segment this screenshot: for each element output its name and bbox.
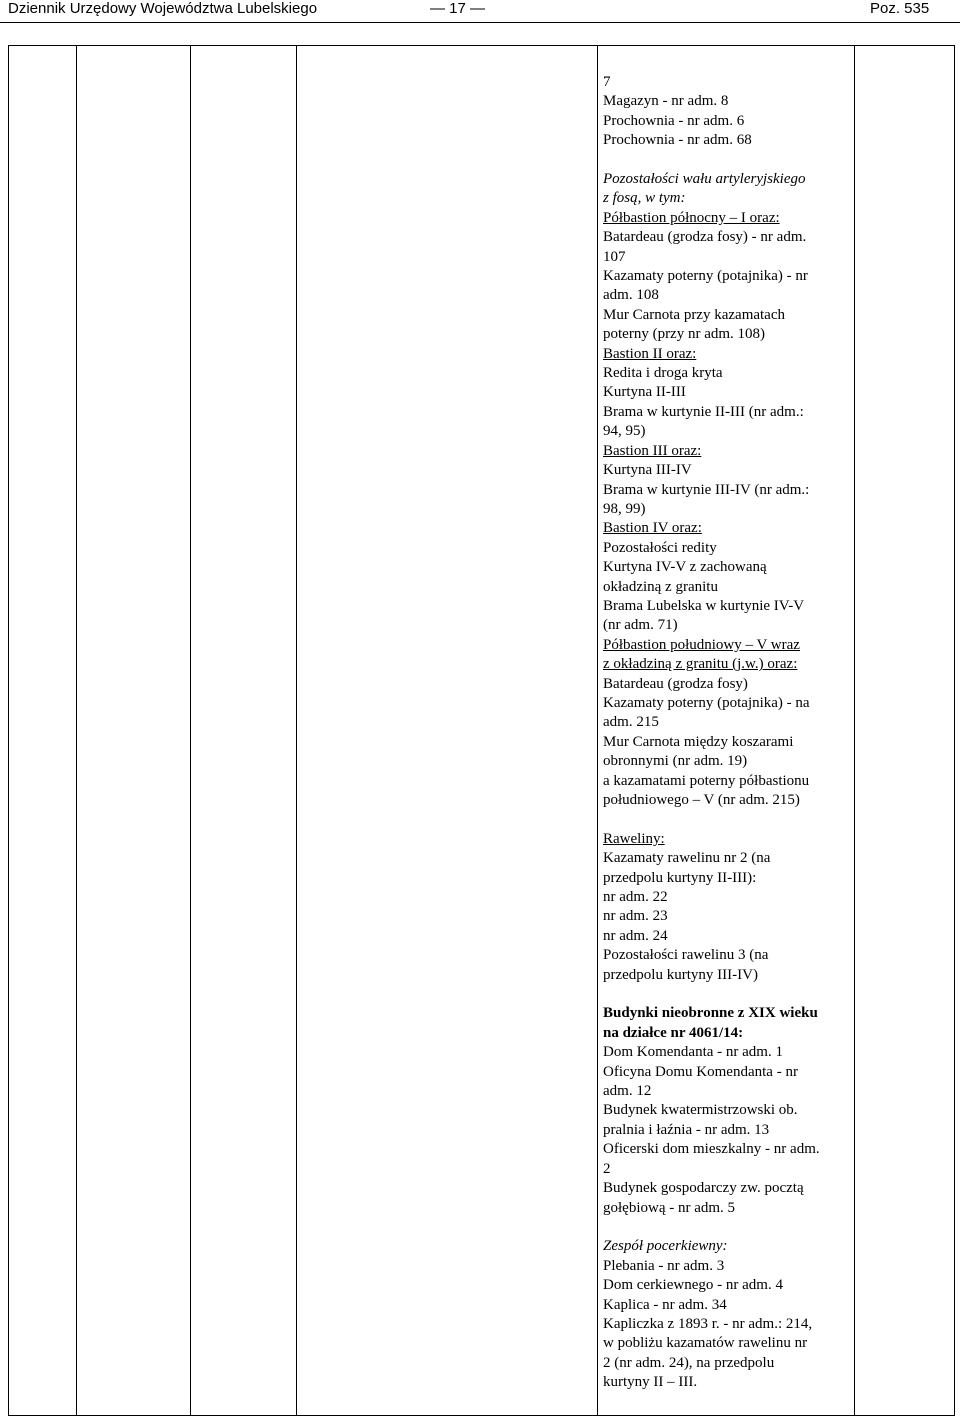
spacer bbox=[603, 985, 850, 1004]
list-item: Plebania - nr adm. 3 bbox=[603, 1257, 725, 1274]
list-item: z okładziną z granitu (j.w.) oraz: bbox=[603, 656, 798, 673]
journal-title: Dziennik Urzędowy Województwa Lubelskiego bbox=[8, 0, 318, 17]
list-item: Oficyna Domu Komendanta - nr bbox=[603, 1063, 798, 1080]
list-item: Kazamaty poterny (potajnika) - na bbox=[603, 694, 810, 711]
list-item: w pobliżu kazamatów rawelinu nr bbox=[603, 1335, 808, 1352]
list-item: 98, 99) bbox=[603, 500, 646, 517]
list-item: południowego – V (nr adm. 215) bbox=[603, 792, 800, 809]
list-item: Budynki nieobronne z XIX wieku bbox=[603, 1005, 818, 1022]
list-item: obronnymi (nr adm. 19) bbox=[603, 753, 748, 770]
list-item: okładziną z granitu bbox=[603, 578, 718, 595]
list-item: przedpolu kurtyny II-III): bbox=[603, 869, 757, 886]
list-item: Półbastion południowy – V wraz bbox=[603, 636, 800, 653]
list-item: 2 bbox=[603, 1160, 611, 1177]
list-item: a kazamatami poterny półbastionu bbox=[603, 772, 810, 789]
spacer bbox=[603, 151, 850, 170]
list-item: Kazamaty poterny (potajnika) - nr bbox=[603, 268, 808, 285]
table-cell-col4 bbox=[297, 46, 598, 1416]
table-cell-col1 bbox=[9, 46, 77, 1416]
list-item: z fosą, w tym: bbox=[603, 190, 686, 207]
list-item: Kurtyna II-III bbox=[603, 384, 686, 401]
list-item: nr adm. 24 bbox=[603, 927, 668, 944]
list-item: Budynek kwatermistrzowski ob. bbox=[603, 1102, 798, 1119]
list-item: 107 bbox=[603, 248, 626, 265]
list-item: przedpolu kurtyny III-IV) bbox=[603, 966, 758, 983]
list-item: Półbastion północny – I oraz: bbox=[603, 209, 780, 226]
list-item: Kaplica - nr adm. 34 bbox=[603, 1296, 727, 1313]
list-item: poterny (przy nr adm. 108) bbox=[603, 326, 766, 343]
list-item: 2 (nr adm. 24), na przedpolu bbox=[603, 1354, 775, 1371]
list-item: Magazyn - nr adm. 8 bbox=[603, 93, 729, 110]
spacer bbox=[603, 1218, 850, 1237]
list-item: Pozostałości wału artyleryjskiego bbox=[603, 171, 806, 188]
list-item: pralnia i łaźnia - nr adm. 13 bbox=[603, 1121, 770, 1138]
list-item: Prochownia - nr adm. 68 bbox=[603, 132, 752, 149]
list-item: Mur Carnota przy kazamatach bbox=[603, 306, 785, 323]
list-item: na działce nr 4061/14: bbox=[603, 1024, 744, 1041]
object-list bbox=[598, 46, 854, 1393]
list-item: Dom cerkiewnego - nr adm. 4 bbox=[603, 1277, 783, 1294]
header-rule bbox=[0, 22, 960, 23]
list-item: 7 bbox=[603, 74, 611, 90]
list-item: Budynek gospodarczy zw. pocztą bbox=[603, 1180, 804, 1197]
list-item: Batardeau (grodza fosy) bbox=[603, 675, 748, 692]
list-item: Bastion III oraz: bbox=[603, 442, 702, 459]
list-item: 94, 95) bbox=[603, 423, 646, 440]
list-item: Kazamaty rawelinu nr 2 (na bbox=[603, 850, 771, 867]
list-item: Oficerski dom mieszkalny - nr adm. bbox=[603, 1141, 820, 1158]
list-item: adm. 215 bbox=[603, 714, 659, 731]
list-item: Batardeau (grodza fosy) - nr adm. bbox=[603, 229, 807, 246]
page-header bbox=[0, 0, 960, 22]
page-number: — 17 — bbox=[430, 0, 486, 17]
list-item: Kurtyna IV-V z zachowaną bbox=[603, 559, 767, 576]
list-item: Pozostałości redity bbox=[603, 539, 717, 556]
spacer bbox=[603, 810, 850, 829]
list-item: Raweliny: bbox=[603, 830, 665, 847]
list-item: adm. 12 bbox=[603, 1083, 652, 1100]
list-item: Pozostałości rawelinu 3 (na bbox=[603, 947, 769, 964]
list-item: nr adm. 22 bbox=[603, 889, 668, 906]
list-item: Brama w kurtynie III-IV (nr adm.: bbox=[603, 481, 810, 498]
table-row bbox=[9, 46, 955, 1416]
list-item: Brama w kurtynie II-III (nr adm.: bbox=[603, 403, 804, 420]
list-item: Dom Komendanta - nr adm. 1 bbox=[603, 1044, 783, 1061]
list-item: Bastion IV oraz: bbox=[603, 520, 702, 537]
list-item: Kurtyna III-IV bbox=[603, 462, 692, 479]
list-item: adm. 108 bbox=[603, 287, 659, 304]
list-item: Prochownia - nr adm. 6 bbox=[603, 112, 745, 129]
list-item: Zespół pocerkiewny: bbox=[603, 1238, 728, 1255]
list-item: (nr adm. 71) bbox=[603, 617, 678, 634]
position-number: Poz. 535 bbox=[870, 0, 930, 17]
list-item: Redita i droga kryta bbox=[603, 365, 723, 382]
list-item: gołębiową - nr adm. 5 bbox=[603, 1199, 736, 1216]
table-cell-col3 bbox=[191, 46, 297, 1416]
list-item: Kapliczka z 1893 r. - nr adm.: 214, bbox=[603, 1315, 813, 1332]
list-item: nr adm. 23 bbox=[603, 908, 668, 925]
list-item: kurtyny II – III. bbox=[603, 1374, 698, 1391]
list-item: Mur Carnota między koszarami bbox=[603, 733, 794, 750]
list-item: Brama Lubelska w kurtynie IV-V bbox=[603, 597, 805, 614]
table-cell-description bbox=[598, 46, 855, 1416]
register-table bbox=[8, 45, 955, 1416]
table-cell-col2 bbox=[77, 46, 191, 1416]
list-item: Bastion II oraz: bbox=[603, 345, 697, 362]
table-cell-col6 bbox=[855, 46, 955, 1416]
